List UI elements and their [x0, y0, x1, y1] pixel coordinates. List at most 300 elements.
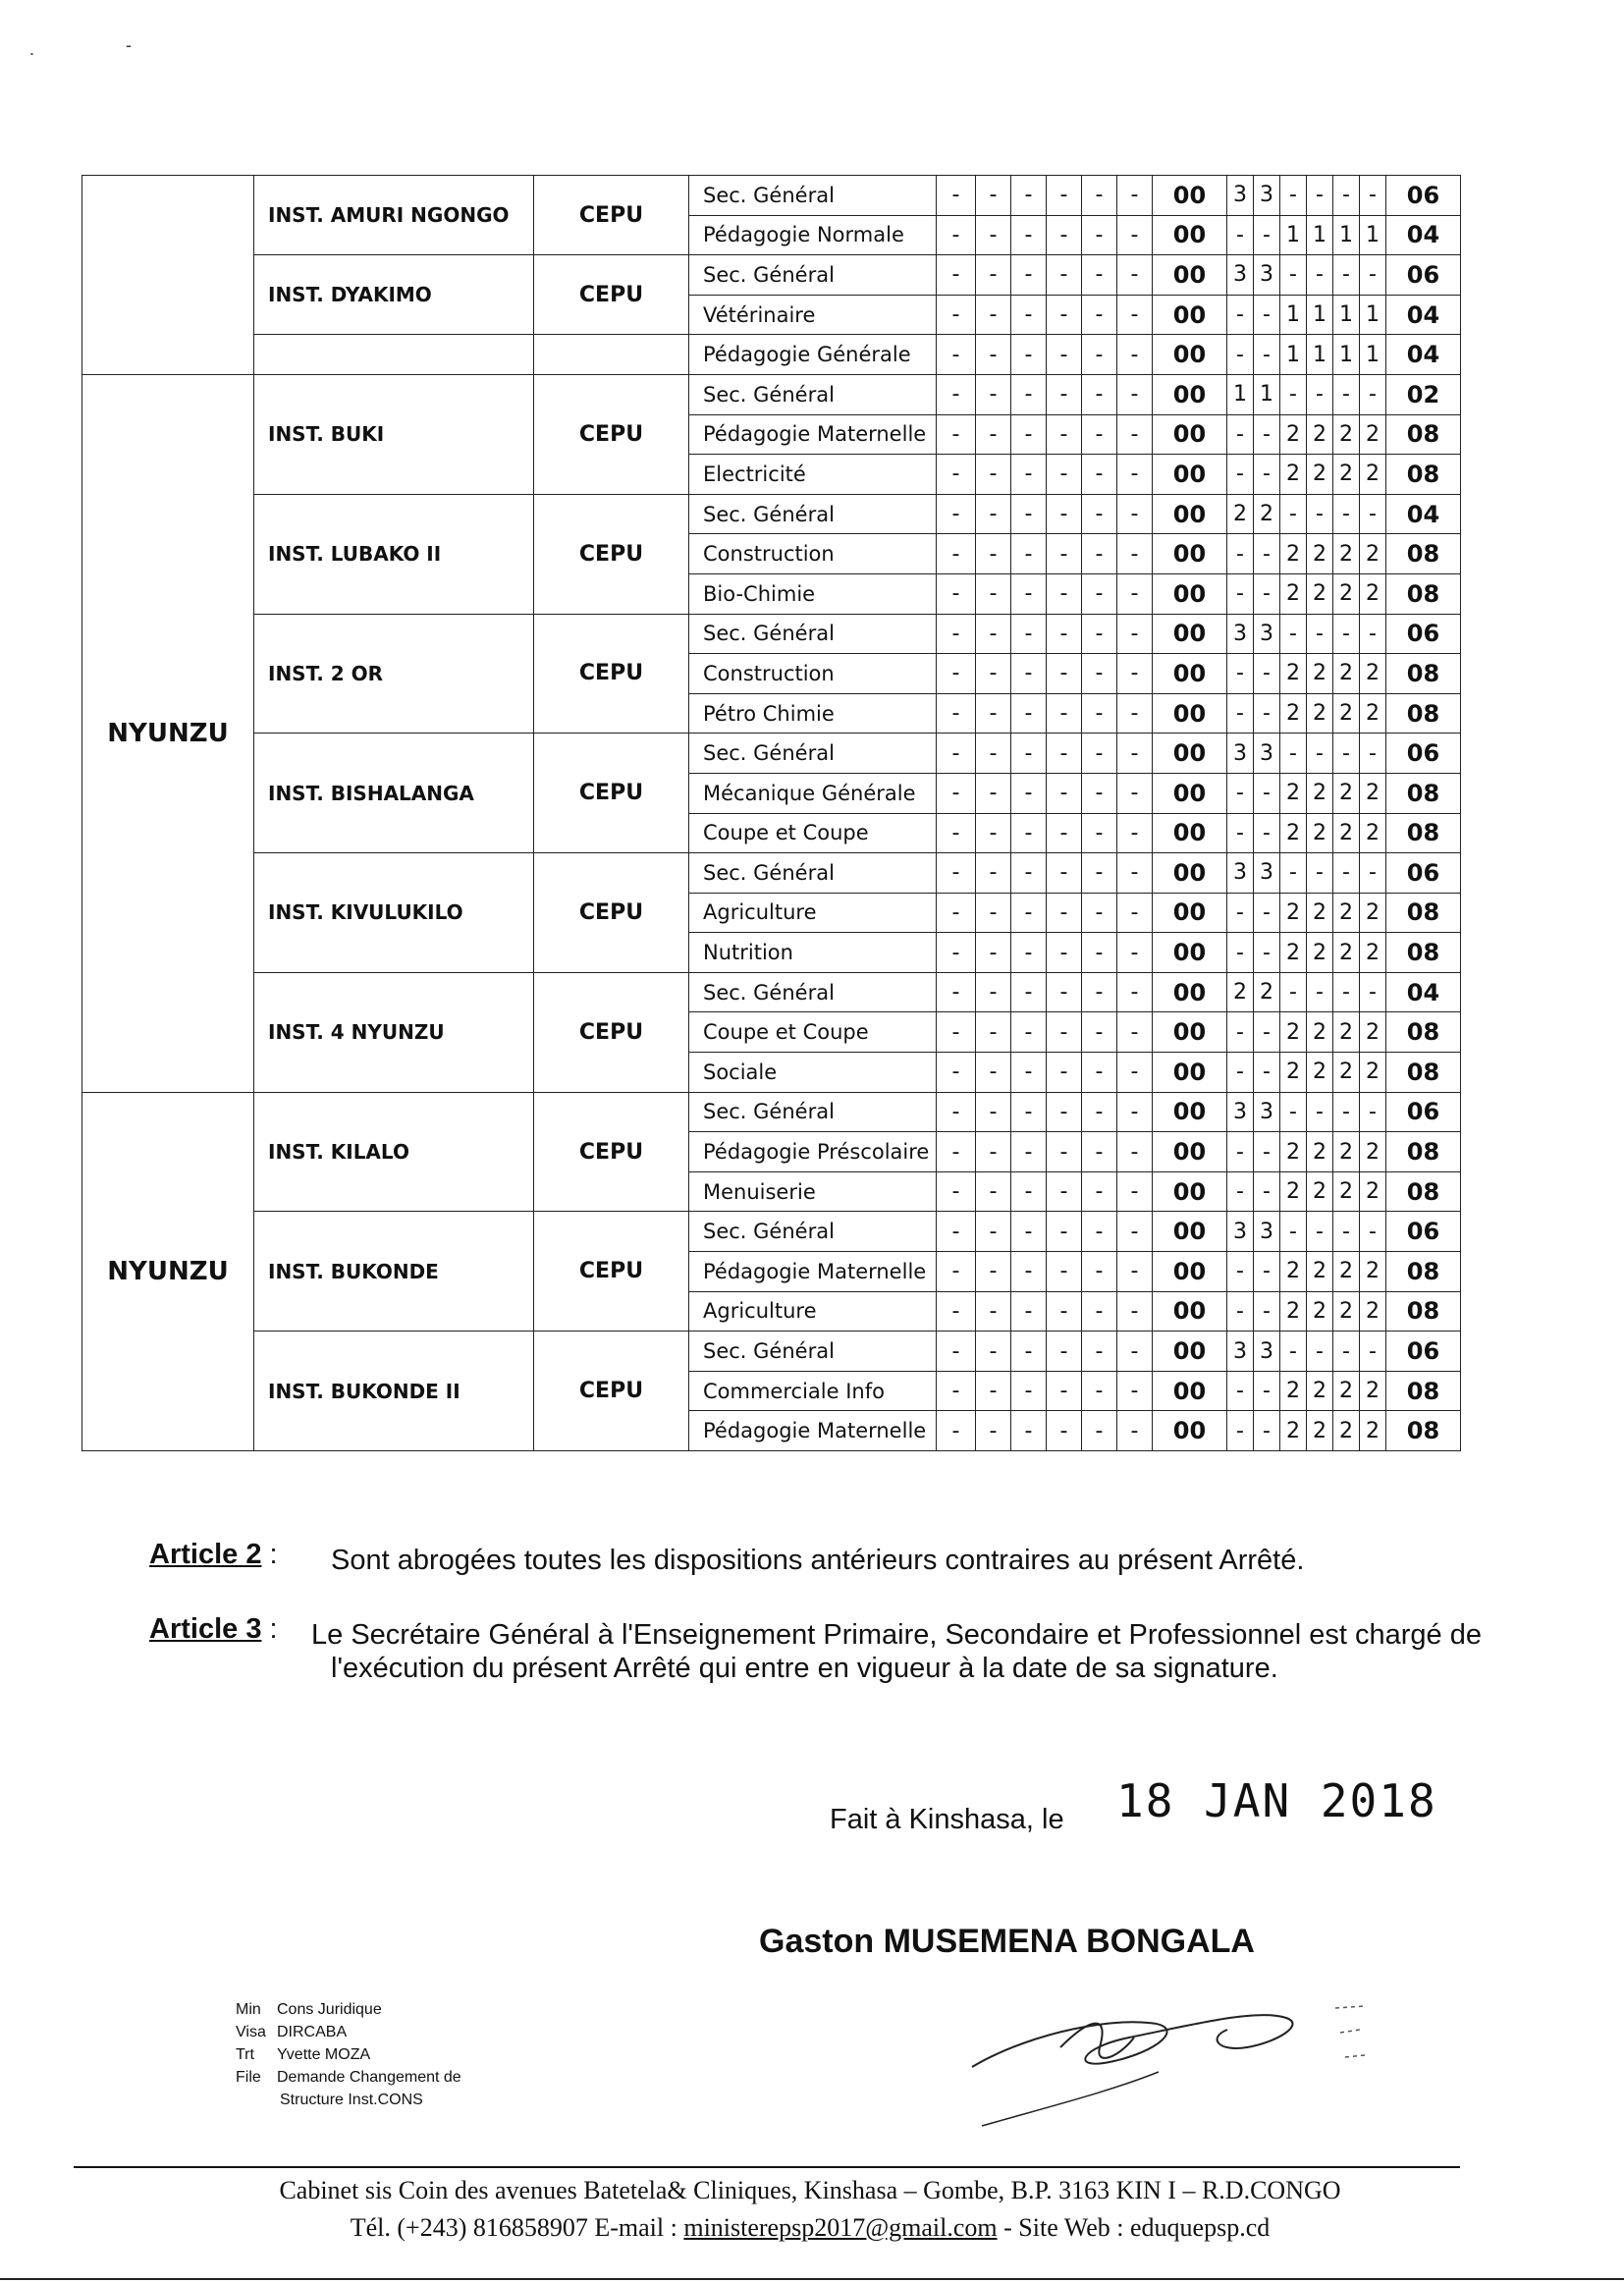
school-type-cell: CEPU	[534, 1212, 689, 1332]
count-cell: 00	[1153, 573, 1227, 614]
count-cell: -	[937, 374, 976, 414]
count-cell: -	[1011, 773, 1047, 813]
signer-name: Gaston MUSEMENA BONGALA	[759, 1923, 1255, 1960]
count-cell: 3	[1227, 1212, 1254, 1252]
count-cell: -	[1360, 176, 1386, 216]
footer-email-link[interactable]: ministerepsp2017@gmail.com	[683, 2213, 998, 2242]
count-cell: -	[937, 1411, 976, 1451]
school-name-cell: INST. DYAKIMO	[254, 255, 534, 335]
count-cell: 2	[1333, 534, 1360, 574]
reference-key: Trt	[236, 2046, 254, 2063]
count-cell: -	[1307, 494, 1333, 534]
option-cell: Sec. Général	[689, 374, 937, 414]
count-cell: -	[1011, 734, 1047, 774]
count-cell: -	[1254, 693, 1280, 734]
option-cell: Pédagogie Normale	[689, 215, 937, 255]
count-cell: -	[1227, 1053, 1254, 1093]
count-cell: -	[937, 1092, 976, 1132]
count-cell: 2	[1254, 494, 1280, 534]
count-cell: -	[976, 295, 1011, 335]
count-cell: -	[1254, 295, 1280, 335]
count-cell: -	[1082, 1212, 1117, 1252]
reference-value: Yvette MOZA	[277, 2046, 371, 2063]
count-cell: -	[1227, 455, 1254, 495]
count-cell: -	[1082, 1252, 1117, 1292]
count-cell: -	[976, 1012, 1011, 1053]
count-cell: -	[1082, 255, 1117, 296]
count-cell: 2	[1360, 414, 1386, 455]
count-cell: -	[1047, 494, 1082, 534]
reference-line	[236, 2066, 461, 2089]
total-cell: 08	[1386, 1171, 1461, 1212]
count-cell: -	[1333, 1212, 1360, 1252]
structure-table-body	[82, 176, 1461, 1451]
count-cell: -	[1011, 972, 1047, 1012]
count-cell: -	[1360, 1092, 1386, 1132]
count-cell: -	[1047, 1171, 1082, 1212]
table-row	[82, 1092, 1461, 1132]
count-cell: 2	[1280, 573, 1307, 614]
count-cell: -	[937, 734, 976, 774]
count-cell: 2	[1333, 1371, 1360, 1411]
count-cell: -	[1117, 176, 1153, 216]
count-cell: -	[1117, 335, 1153, 375]
count-cell: 00	[1153, 1092, 1227, 1132]
count-cell: 2	[1360, 813, 1386, 853]
count-cell: -	[1047, 1012, 1082, 1053]
count-cell: -	[1011, 1371, 1047, 1411]
count-cell: 2	[1360, 1053, 1386, 1093]
count-cell: -	[1047, 1132, 1082, 1172]
total-cell: 08	[1386, 693, 1461, 734]
count-cell: 00	[1153, 534, 1227, 574]
option-cell: Coupe et Coupe	[689, 813, 937, 853]
count-cell: 00	[1153, 813, 1227, 853]
count-cell: -	[937, 295, 976, 335]
count-cell: -	[976, 1212, 1011, 1252]
total-cell: 08	[1386, 534, 1461, 574]
total-cell: 08	[1386, 455, 1461, 495]
structure-table	[81, 175, 1461, 1451]
school-name-cell: INST. BUKI	[254, 374, 534, 494]
count-cell: -	[976, 853, 1011, 894]
count-cell: -	[1082, 972, 1117, 1012]
date-stamp: 18 JAN 2018	[1116, 1774, 1437, 1827]
count-cell: -	[1227, 295, 1254, 335]
count-cell: -	[1011, 614, 1047, 654]
reference-list	[236, 1998, 461, 2089]
count-cell: 1	[1333, 335, 1360, 375]
count-cell: 2	[1280, 773, 1307, 813]
count-cell: -	[1227, 933, 1254, 973]
count-cell: 1	[1280, 215, 1307, 255]
total-cell: 04	[1386, 335, 1461, 375]
count-cell: -	[1082, 933, 1117, 973]
count-cell: -	[976, 1411, 1011, 1451]
count-cell: 3	[1254, 734, 1280, 774]
count-cell: -	[1011, 1053, 1047, 1093]
count-cell: -	[1047, 215, 1082, 255]
count-cell: -	[1360, 494, 1386, 534]
count-cell: -	[976, 374, 1011, 414]
school-type-cell: CEPU	[534, 853, 689, 973]
count-cell: -	[1227, 414, 1254, 455]
school-type-cell	[534, 335, 689, 375]
article-2	[149, 1539, 278, 1571]
count-cell: -	[937, 176, 976, 216]
count-cell: -	[1333, 972, 1360, 1012]
count-cell: 00	[1153, 1171, 1227, 1212]
count-cell: -	[976, 335, 1011, 375]
count-cell: -	[1011, 494, 1047, 534]
count-cell: -	[1117, 374, 1153, 414]
count-cell: -	[1307, 734, 1333, 774]
count-cell: -	[1047, 654, 1082, 694]
count-cell: 2	[1280, 1132, 1307, 1172]
total-cell: 08	[1386, 1291, 1461, 1332]
table-row	[82, 335, 1461, 375]
count-cell: -	[1254, 654, 1280, 694]
count-cell: 2	[1360, 1411, 1386, 1451]
count-cell: -	[1011, 1171, 1047, 1212]
count-cell: -	[1082, 1411, 1117, 1451]
count-cell: -	[1117, 414, 1153, 455]
reference-key: Visa	[236, 2024, 266, 2040]
footer-contact	[147, 2213, 1473, 2243]
count-cell: -	[1082, 455, 1117, 495]
total-cell: 08	[1386, 1132, 1461, 1172]
count-cell: -	[937, 813, 976, 853]
school-name-cell: INST. BUKONDE	[254, 1212, 534, 1332]
count-cell: -	[1011, 374, 1047, 414]
count-cell: 00	[1153, 215, 1227, 255]
reference-value: Cons Juridique	[277, 2001, 382, 2018]
total-cell: 08	[1386, 1053, 1461, 1093]
count-cell: -	[1047, 534, 1082, 574]
count-cell: -	[1082, 1012, 1117, 1053]
option-cell: Agriculture	[689, 1291, 937, 1332]
count-cell: -	[1280, 1212, 1307, 1252]
article-3	[149, 1613, 278, 1646]
count-cell: -	[976, 1053, 1011, 1093]
territory-cell: NYUNZU	[82, 1092, 254, 1450]
count-cell: -	[1011, 1411, 1047, 1451]
table-row	[82, 374, 1461, 414]
school-type-cell: CEPU	[534, 972, 689, 1092]
option-cell: Sec. Général	[689, 853, 937, 894]
count-cell: 3	[1254, 1092, 1280, 1132]
count-cell: 00	[1153, 255, 1227, 296]
count-cell: 2	[1333, 1411, 1360, 1451]
count-cell: -	[1254, 1132, 1280, 1172]
count-cell: 2	[1333, 773, 1360, 813]
count-cell: -	[937, 893, 976, 933]
place-date-label: Fait à Kinshasa, le	[830, 1804, 1064, 1835]
count-cell: -	[976, 614, 1011, 654]
count-cell: -	[1082, 1132, 1117, 1172]
count-cell: -	[1307, 1092, 1333, 1132]
count-cell: 00	[1153, 1132, 1227, 1172]
count-cell: 2	[1360, 654, 1386, 694]
count-cell: -	[1082, 693, 1117, 734]
count-cell: -	[1280, 1092, 1307, 1132]
count-cell: -	[976, 176, 1011, 216]
count-cell: -	[1227, 1411, 1254, 1451]
count-cell: 2	[1360, 693, 1386, 734]
count-cell: -	[1254, 534, 1280, 574]
count-cell: -	[1227, 1252, 1254, 1292]
count-cell: 00	[1153, 972, 1227, 1012]
count-cell: 00	[1153, 614, 1227, 654]
count-cell: -	[1117, 813, 1153, 853]
total-cell: 04	[1386, 972, 1461, 1012]
count-cell: 2	[1254, 972, 1280, 1012]
count-cell: 00	[1153, 374, 1227, 414]
count-cell: -	[937, 1053, 976, 1093]
count-cell: -	[1082, 1291, 1117, 1332]
total-cell: 08	[1386, 654, 1461, 694]
option-cell: Vétérinaire	[689, 295, 937, 335]
count-cell: -	[1011, 534, 1047, 574]
count-cell: -	[1011, 335, 1047, 375]
count-cell: -	[1254, 414, 1280, 455]
count-cell: 3	[1254, 614, 1280, 654]
count-cell: -	[1082, 1053, 1117, 1093]
count-cell: -	[976, 494, 1011, 534]
total-cell: 06	[1386, 1212, 1461, 1252]
count-cell: -	[1307, 1212, 1333, 1252]
count-cell: -	[1011, 455, 1047, 495]
count-cell: 3	[1227, 614, 1254, 654]
count-cell: -	[1254, 1371, 1280, 1411]
count-cell: -	[1047, 1411, 1082, 1451]
count-cell: -	[1307, 614, 1333, 654]
count-cell: -	[976, 972, 1011, 1012]
count-cell: -	[937, 255, 976, 296]
count-cell: -	[1117, 215, 1153, 255]
count-cell: -	[976, 573, 1011, 614]
table-row	[82, 1212, 1461, 1252]
count-cell: -	[1117, 1291, 1153, 1332]
count-cell: -	[1254, 1291, 1280, 1332]
option-cell: Electricité	[689, 455, 937, 495]
option-cell: Sec. Général	[689, 972, 937, 1012]
table-row	[82, 972, 1461, 1012]
school-name-cell: INST. BISHALANGA	[254, 734, 534, 853]
count-cell: 2	[1360, 455, 1386, 495]
option-cell: Bio-Chimie	[689, 573, 937, 614]
count-cell: -	[976, 933, 1011, 973]
count-cell: 2	[1307, 455, 1333, 495]
count-cell: -	[1307, 255, 1333, 296]
count-cell: -	[937, 1291, 976, 1332]
total-cell: 08	[1386, 1371, 1461, 1411]
count-cell: -	[1011, 1092, 1047, 1132]
count-cell: -	[1280, 255, 1307, 296]
count-cell: 00	[1153, 1252, 1227, 1292]
count-cell: 2	[1360, 534, 1386, 574]
count-cell: 2	[1333, 1053, 1360, 1093]
count-cell: 2	[1280, 1053, 1307, 1093]
count-cell: -	[1047, 893, 1082, 933]
count-cell: -	[1227, 1371, 1254, 1411]
count-cell: -	[1333, 494, 1360, 534]
footer-email-label: E-mail :	[594, 2213, 677, 2242]
count-cell: 2	[1280, 893, 1307, 933]
count-cell: -	[1307, 853, 1333, 894]
school-type-cell: CEPU	[534, 494, 689, 614]
count-cell: -	[1082, 1371, 1117, 1411]
total-cell: 08	[1386, 1411, 1461, 1451]
option-cell: Construction	[689, 534, 937, 574]
count-cell: 00	[1153, 176, 1227, 216]
count-cell: 2	[1333, 1291, 1360, 1332]
count-cell: 2	[1307, 1291, 1333, 1332]
count-cell: 2	[1333, 414, 1360, 455]
count-cell: -	[1011, 654, 1047, 694]
count-cell: -	[1011, 1212, 1047, 1252]
count-cell: 2	[1280, 693, 1307, 734]
count-cell: -	[1011, 1132, 1047, 1172]
count-cell: -	[1047, 1092, 1082, 1132]
count-cell: 2	[1333, 1132, 1360, 1172]
count-cell: -	[1082, 215, 1117, 255]
school-name-cell: INST. 4 NYUNZU	[254, 972, 534, 1092]
total-cell: 04	[1386, 215, 1461, 255]
option-cell: Sec. Général	[689, 734, 937, 774]
count-cell: -	[937, 534, 976, 574]
count-cell: -	[976, 1092, 1011, 1132]
count-cell: -	[1047, 1371, 1082, 1411]
count-cell: -	[1082, 1171, 1117, 1212]
count-cell: -	[1117, 1053, 1153, 1093]
count-cell: 2	[1307, 1132, 1333, 1172]
count-cell: -	[1360, 972, 1386, 1012]
table-row	[82, 734, 1461, 774]
count-cell: -	[1047, 933, 1082, 973]
count-cell: 2	[1333, 573, 1360, 614]
count-cell: -	[976, 1171, 1011, 1212]
count-cell: 3	[1254, 1332, 1280, 1372]
count-cell: -	[937, 1132, 976, 1172]
count-cell: -	[1360, 374, 1386, 414]
count-cell: -	[1117, 1332, 1153, 1372]
count-cell: 2	[1280, 1171, 1307, 1212]
count-cell: -	[937, 494, 976, 534]
count-cell: -	[1117, 693, 1153, 734]
option-cell: Sec. Général	[689, 614, 937, 654]
count-cell: -	[1117, 455, 1153, 495]
count-cell: 2	[1280, 1411, 1307, 1451]
count-cell: -	[1117, 972, 1153, 1012]
count-cell: 00	[1153, 734, 1227, 774]
count-cell: -	[1333, 614, 1360, 654]
total-cell: 04	[1386, 494, 1461, 534]
article-3-text-content: Le Secrétaire Général à l'Enseignement Primaire, Secondaire et Professionnel est chargé de l'exécution du présent Arrêté qui entre en vigueur à la date de sa signature.	[311, 1619, 1482, 1684]
count-cell: 2	[1360, 1012, 1386, 1053]
count-cell: -	[1307, 176, 1333, 216]
count-cell: 00	[1153, 1371, 1227, 1411]
count-cell: 2	[1280, 534, 1307, 574]
school-name-cell	[254, 335, 534, 375]
count-cell: 2	[1307, 534, 1333, 574]
count-cell: 2	[1333, 933, 1360, 973]
territory-cell	[82, 176, 254, 375]
school-type-cell: CEPU	[534, 374, 689, 494]
count-cell: -	[1011, 1291, 1047, 1332]
count-cell: -	[1254, 813, 1280, 853]
count-cell: -	[1011, 255, 1047, 296]
school-type-cell: CEPU	[534, 1332, 689, 1451]
option-cell: Pétro Chimie	[689, 693, 937, 734]
count-cell: -	[976, 893, 1011, 933]
total-cell: 08	[1386, 813, 1461, 853]
count-cell: -	[1280, 853, 1307, 894]
count-cell: -	[1360, 1332, 1386, 1372]
total-cell: 08	[1386, 1012, 1461, 1053]
count-cell: 2	[1360, 933, 1386, 973]
count-cell: -	[1254, 1411, 1280, 1451]
count-cell: -	[937, 654, 976, 694]
count-cell: -	[1011, 295, 1047, 335]
count-cell: -	[1333, 1332, 1360, 1372]
count-cell: 2	[1307, 1371, 1333, 1411]
count-cell: -	[1360, 734, 1386, 774]
reference-continuation: Structure Inst.CONS	[280, 2092, 423, 2108]
count-cell: -	[976, 414, 1011, 455]
count-cell: -	[1227, 215, 1254, 255]
option-cell: Sec. Général	[689, 255, 937, 296]
article-3-text	[311, 1618, 1485, 1685]
count-cell: -	[1280, 176, 1307, 216]
table-row	[82, 614, 1461, 654]
count-cell: 2	[1307, 414, 1333, 455]
count-cell: -	[1117, 614, 1153, 654]
count-cell: -	[937, 972, 976, 1012]
count-cell: -	[1117, 1212, 1153, 1252]
count-cell: 2	[1307, 773, 1333, 813]
count-cell: -	[1047, 693, 1082, 734]
scan-mark: .	[29, 39, 35, 59]
count-cell: 2	[1280, 813, 1307, 853]
structure-table-wrapper	[81, 175, 1461, 1451]
count-cell: -	[976, 255, 1011, 296]
page-bottom-rule	[0, 2278, 1624, 2280]
reference-key: Min	[236, 2001, 261, 2018]
count-cell: -	[1254, 335, 1280, 375]
count-cell: 3	[1227, 176, 1254, 216]
option-cell: Sociale	[689, 1053, 937, 1093]
count-cell: 00	[1153, 1053, 1227, 1093]
count-cell: 2	[1307, 1252, 1333, 1292]
count-cell: 2	[1307, 693, 1333, 734]
count-cell: 2	[1333, 455, 1360, 495]
count-cell: -	[937, 335, 976, 375]
count-cell: 2	[1360, 1291, 1386, 1332]
count-cell: 2	[1307, 1171, 1333, 1212]
count-cell: -	[976, 693, 1011, 734]
footer-address: Cabinet sis Coin des avenues Batetela& Cliniques, Kinshasa – Gombe, B.P. 3163 KIN I – R.D.CONGO	[279, 2176, 1341, 2204]
count-cell: -	[976, 215, 1011, 255]
count-cell: -	[1047, 335, 1082, 375]
count-cell: -	[976, 773, 1011, 813]
count-cell: -	[937, 1171, 976, 1212]
count-cell: -	[1117, 1171, 1153, 1212]
count-cell: 00	[1153, 933, 1227, 973]
option-cell: Pédagogie Maternelle	[689, 1411, 937, 1451]
count-cell: -	[1082, 414, 1117, 455]
count-cell: 1	[1280, 295, 1307, 335]
